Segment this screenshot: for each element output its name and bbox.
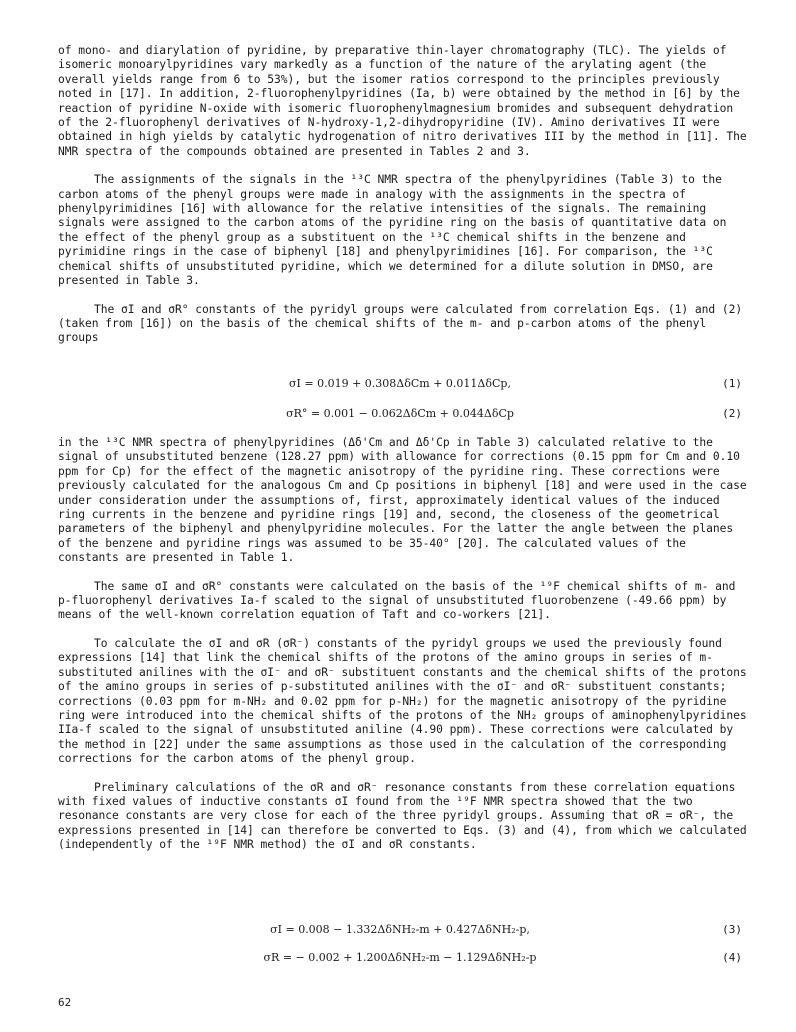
- paragraph-5: The same σI and σR° constants were calculated on the basis of the ¹⁹F chemical shifts of m- and p-fluorophenyl derivatives Ia-f scaled to the signal of unsubstituted fluorobenzene (-49.66 ppm) by means of the well-known correlation equation of Taft and co-workers [21].: [58, 579, 736, 622]
- paragraph-3: The σI and σR° constants of the pyridyl groups were calculated from correlation Eqs. (1) and (2) (taken from [16]) on the basis of the chemical shifts of the m- and p-carbon atoms of the phenyl groups: [58, 302, 743, 345]
- paragraph-6: To calculate the σI and σR (σR⁻) constants of the pyridyl groups we used the previously found expressions [14] that link the chemical shifts of the protons of the amino groups in series of m-substituted anilines with the σI⁻ and σR⁻ substituent constants and the chemical shifts of the protons of the amino groups in series of p-substituted anilines with the σI⁻ and σR⁻ substituent constants; corrections (0.03 ppm for m-NH₂ and 0.02 ppm for p-NH₂) for the magnetic anisotropy of the pyridine ring were introduced into the chemical shifts of the protons of the NH₂ groups of aminophenylpyridines IIa-f scaled to the signal of unsubstituted aniline (4.90 ppm). These corrections were calculated by the method in [22] under the same assumptions as those used in the calculation of the corresponding corrections for the carbon atoms of the phenyl group.: [58, 636, 747, 766]
- equation-4: [58, 950, 742, 966]
- equation-4-number: (4): [722, 951, 742, 964]
- text-section-1: [58, 44, 748, 346]
- paragraph-7: Preliminary calculations of the σR and σR⁻ resonance constants from these correlation equations with fixed values of inductive constants σI found from the ¹⁹F NMR spectra showed that the two resonance constants are very close for each of the three pyridyl groups. Assuming that σR = σR⁻, the expressions presented in [14] can therefore be converted to Eqs. (3) and (4), from which we calculated (independently of the ¹⁹F NMR method) the σI and σR constants.: [58, 780, 747, 852]
- equation-1: [58, 376, 742, 392]
- paragraph-4: in the ¹³C NMR spectra of phenylpyridines (Δδ'Cm and Δδ'Cp in Table 3) calculated relative to the signal of unsubstituted benzene (128.27 ppm) with allowance for corrections (0.15 ppm for Cm and 0.10 ppm for Cp) for the effect of the magnetic anisotropy of the pyridine ring. These corrections were previously calculated for the analogous Cm and Cp positions in biphenyl [18] and were used in the case under consideration under the assumptions of, first, approximately identical values of the induced ring currents in the benzene and pyridine rings [19] and, second, the closeness of the geometrical parameters of the biphenyl and phenylpyridine molecules. For the latter the angle between the planes of the benzene and pyridine rings was assumed to be 35-40° [20]. The calculated values of the constants are presented in Table 1.: [58, 436, 747, 565]
- equation-1-number: (1): [722, 377, 742, 390]
- equation-2: [58, 406, 742, 422]
- text-section-2: [58, 436, 748, 853]
- paragraph-2: The assignments of the signals in the ¹³C NMR spectra of the phenylpyridines (Table 3) to the carbon atoms of the phenyl groups were made in analogy with the assignments in the spectra of phenylpyrimidines [16] with allowance for the relative intensities of the signals. The remaining signals were assigned to the carbon atoms of the pyridine ring on the basis of quantitative data on the effect of the phenyl group as a substituent on the ¹³C chemical shifts in the benzene and pyrimidine rings in the case of biphenyl [18] and phenylpyrimidines [16]. For comparison, the ¹³C chemical shifts of unsubstituted pyridine, which we determined for a dilute solution in DMSO, are presented in Table 3.: [58, 173, 727, 288]
- equation-2-number: (2): [722, 407, 742, 420]
- equation-2-body: σR° = 0.001 − 0.062ΔδCm + 0.044ΔδCp: [286, 407, 514, 420]
- paragraph-1: of mono- and diarylation of pyridine, by preparative thin-layer chromatography (TLC). The yields of isomeric monoarylpyridines vary markedly as a function of the nature of the arylating agent (the overall yields range from 6 to 53%), but the isomer ratios correspond to the principles previously noted in [17]. In addition, 2-fluorophenylpyridines (Ia, b) were obtained by the method in [6] by the reaction of pyridine N-oxide with isomeric fluorophenylmagnesium bromides and subsequent dehydration of the 2-fluorophenyl derivatives of N-hydroxy-1,2-dihydropyridine (IV). Amino derivatives II were obtained in high yields by catalytic hydrogenation of nitro derivatives III by the method in [11]. The NMR spectra of the compounds obtained are presented in Tables 2 and 3.: [58, 44, 747, 158]
- page-number: 62: [58, 996, 72, 1009]
- equation-3-body: σI = 0.008 − 1.332ΔδNH₂-m + 0.427ΔδNH₂-p,: [270, 923, 530, 936]
- equation-4-body: σR = − 0.002 + 1.200ΔδNH₂-m − 1.129ΔδNH₂-p: [263, 951, 537, 964]
- equation-3: [58, 922, 742, 938]
- equation-1-body: σI = 0.019 + 0.308ΔδCm + 0.011ΔδCp,: [289, 377, 511, 390]
- equation-3-number: (3): [722, 923, 742, 936]
